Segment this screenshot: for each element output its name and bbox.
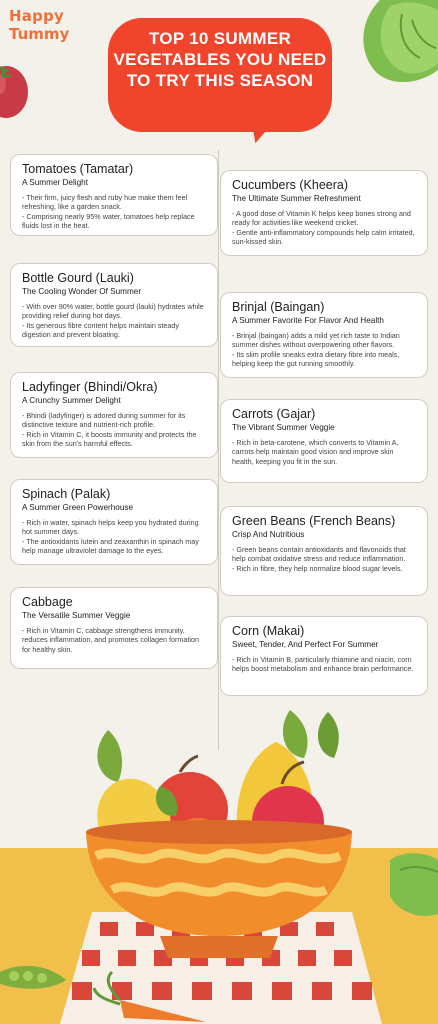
card-point: - With over 90% water, bottle gourd (lauki) hydrates while providing relief during hot days. <box>22 302 204 321</box>
card-cabbage <box>10 587 218 669</box>
card-point: - Its generous fibre content helps maintain steady digestion and prevent bloating. <box>22 320 180 340</box>
card-point: - Rich in beta-carotene, which converts to Vitamin A, carrots help maintain good vision and improve skin health, keeping you fit in the sun. <box>232 438 399 466</box>
logo-line-2: Tummy <box>9 25 70 43</box>
card-point: - Its slim profile sneaks extra dietary fibre into meals, helping keep the gut running smoothly. <box>232 349 400 369</box>
card-bottle-gourd <box>10 263 218 347</box>
card-subtitle: The Versatile Summer Veggie <box>22 611 131 620</box>
happy-tummy-logo[interactable] <box>6 4 76 48</box>
card-subtitle: A Summer Favorite For Flavor And Health <box>232 316 384 325</box>
card-title: Ladyfinger (Bhindi/Okra) <box>22 380 158 394</box>
card-carrots <box>220 399 428 483</box>
card-point: - Green beans contain antioxidants and flavonoids that help combat oxidative stress and reduce inflammation. <box>232 545 406 564</box>
card-title: Cabbage <box>22 595 73 609</box>
card-brinjal <box>220 292 428 378</box>
card-point: - Their firm, juicy flesh and ruby hue make them feel refreshing, like a garden snack. <box>22 193 188 212</box>
card-title: Spinach (Palak) <box>22 487 111 501</box>
card-spinach <box>10 479 218 565</box>
card-subtitle: A Summer Delight <box>22 178 88 187</box>
lettuce-illustration <box>350 0 438 90</box>
card-title: Carrots (Gajar) <box>232 407 316 421</box>
card-point: - Bhindi (ladyfinger) is adored during summer for its distinctive texture and nutrient-rich profile. <box>22 411 186 430</box>
page-title: TOP 10 SUMMER VEGETABLES YOU NEED TO TRY THIS SEASON <box>113 29 327 90</box>
card-point: - Brinjal (baingan) adds a mild yet rich taste to Indian summer dishes without overpowering other flavors. <box>232 331 400 350</box>
card-point: - The antioxidants lutein and zeaxanthin in spinach may help manage ultraviolet damage to the eyes. <box>22 536 199 556</box>
center-divider <box>218 150 219 750</box>
card-subtitle: The Cooling Wonder Of Summer <box>22 287 142 296</box>
card-point: - Gentle anti-inflammatory compounds help calm irritated, sun-kissed skin. <box>232 227 415 247</box>
card-title: Bottle Gourd (Lauki) <box>22 271 134 285</box>
card-subtitle: The Vibrant Summer Veggie <box>232 423 335 432</box>
card-subtitle: A Crunchy Summer Delight <box>22 396 121 405</box>
card-title: Cucumbers (Kheera) <box>232 178 349 192</box>
card-subtitle: The Ultimate Summer Refreshment <box>232 194 361 203</box>
card-point: - Rich in fibre, they help normalize blood sugar levels. <box>232 563 403 573</box>
card-cucumbers <box>220 170 428 256</box>
card-point: - A good dose of Vitamin K helps keep bones strong and ready for activities like weekend cricket. <box>232 209 411 228</box>
tomato-illustration <box>0 58 30 120</box>
title-bubble-tail <box>246 116 275 146</box>
card-subtitle: Sweet, Tender, And Perfect For Summer <box>232 640 379 649</box>
card-point: - Rich in Vitamin B, particularly thiamine and niacin, corn helps boost metabolism and enhance brain performance. <box>232 655 414 674</box>
card-title: Corn (Makai) <box>232 624 305 638</box>
card-point: - Rich in Vitamin C, cabbage strengthens immunity, reduces inflammation, and promotes collagen formation for healthy skin. <box>22 626 199 654</box>
card-subtitle: A Summer Green Powerhouse <box>22 503 134 512</box>
card-green-beans <box>220 506 428 596</box>
card-corn <box>220 616 428 696</box>
card-title: Tomatoes (Tamatar) <box>22 162 134 176</box>
logo-line-1: Happy <box>9 7 64 25</box>
vegetable-basket-illustration <box>0 700 438 1024</box>
card-point: - Rich in Vitamin C, it boosts immunity and protects the skin from the sun's harmful effects. <box>22 429 197 449</box>
card-title: Green Beans (French Beans) <box>232 514 396 528</box>
card-title: Brinjal (Baingan) <box>232 300 325 314</box>
card-ladyfinger <box>10 372 218 458</box>
card-point: - Comprising nearly 95% water, tomatoes help replace fluids lost in the heat. <box>22 211 195 231</box>
card-tomatoes <box>10 154 218 236</box>
card-subtitle: Crisp And Nutritious <box>232 530 305 539</box>
card-point: - Rich in water, spinach helps keep you hydrated during hot summer days. <box>22 518 199 537</box>
